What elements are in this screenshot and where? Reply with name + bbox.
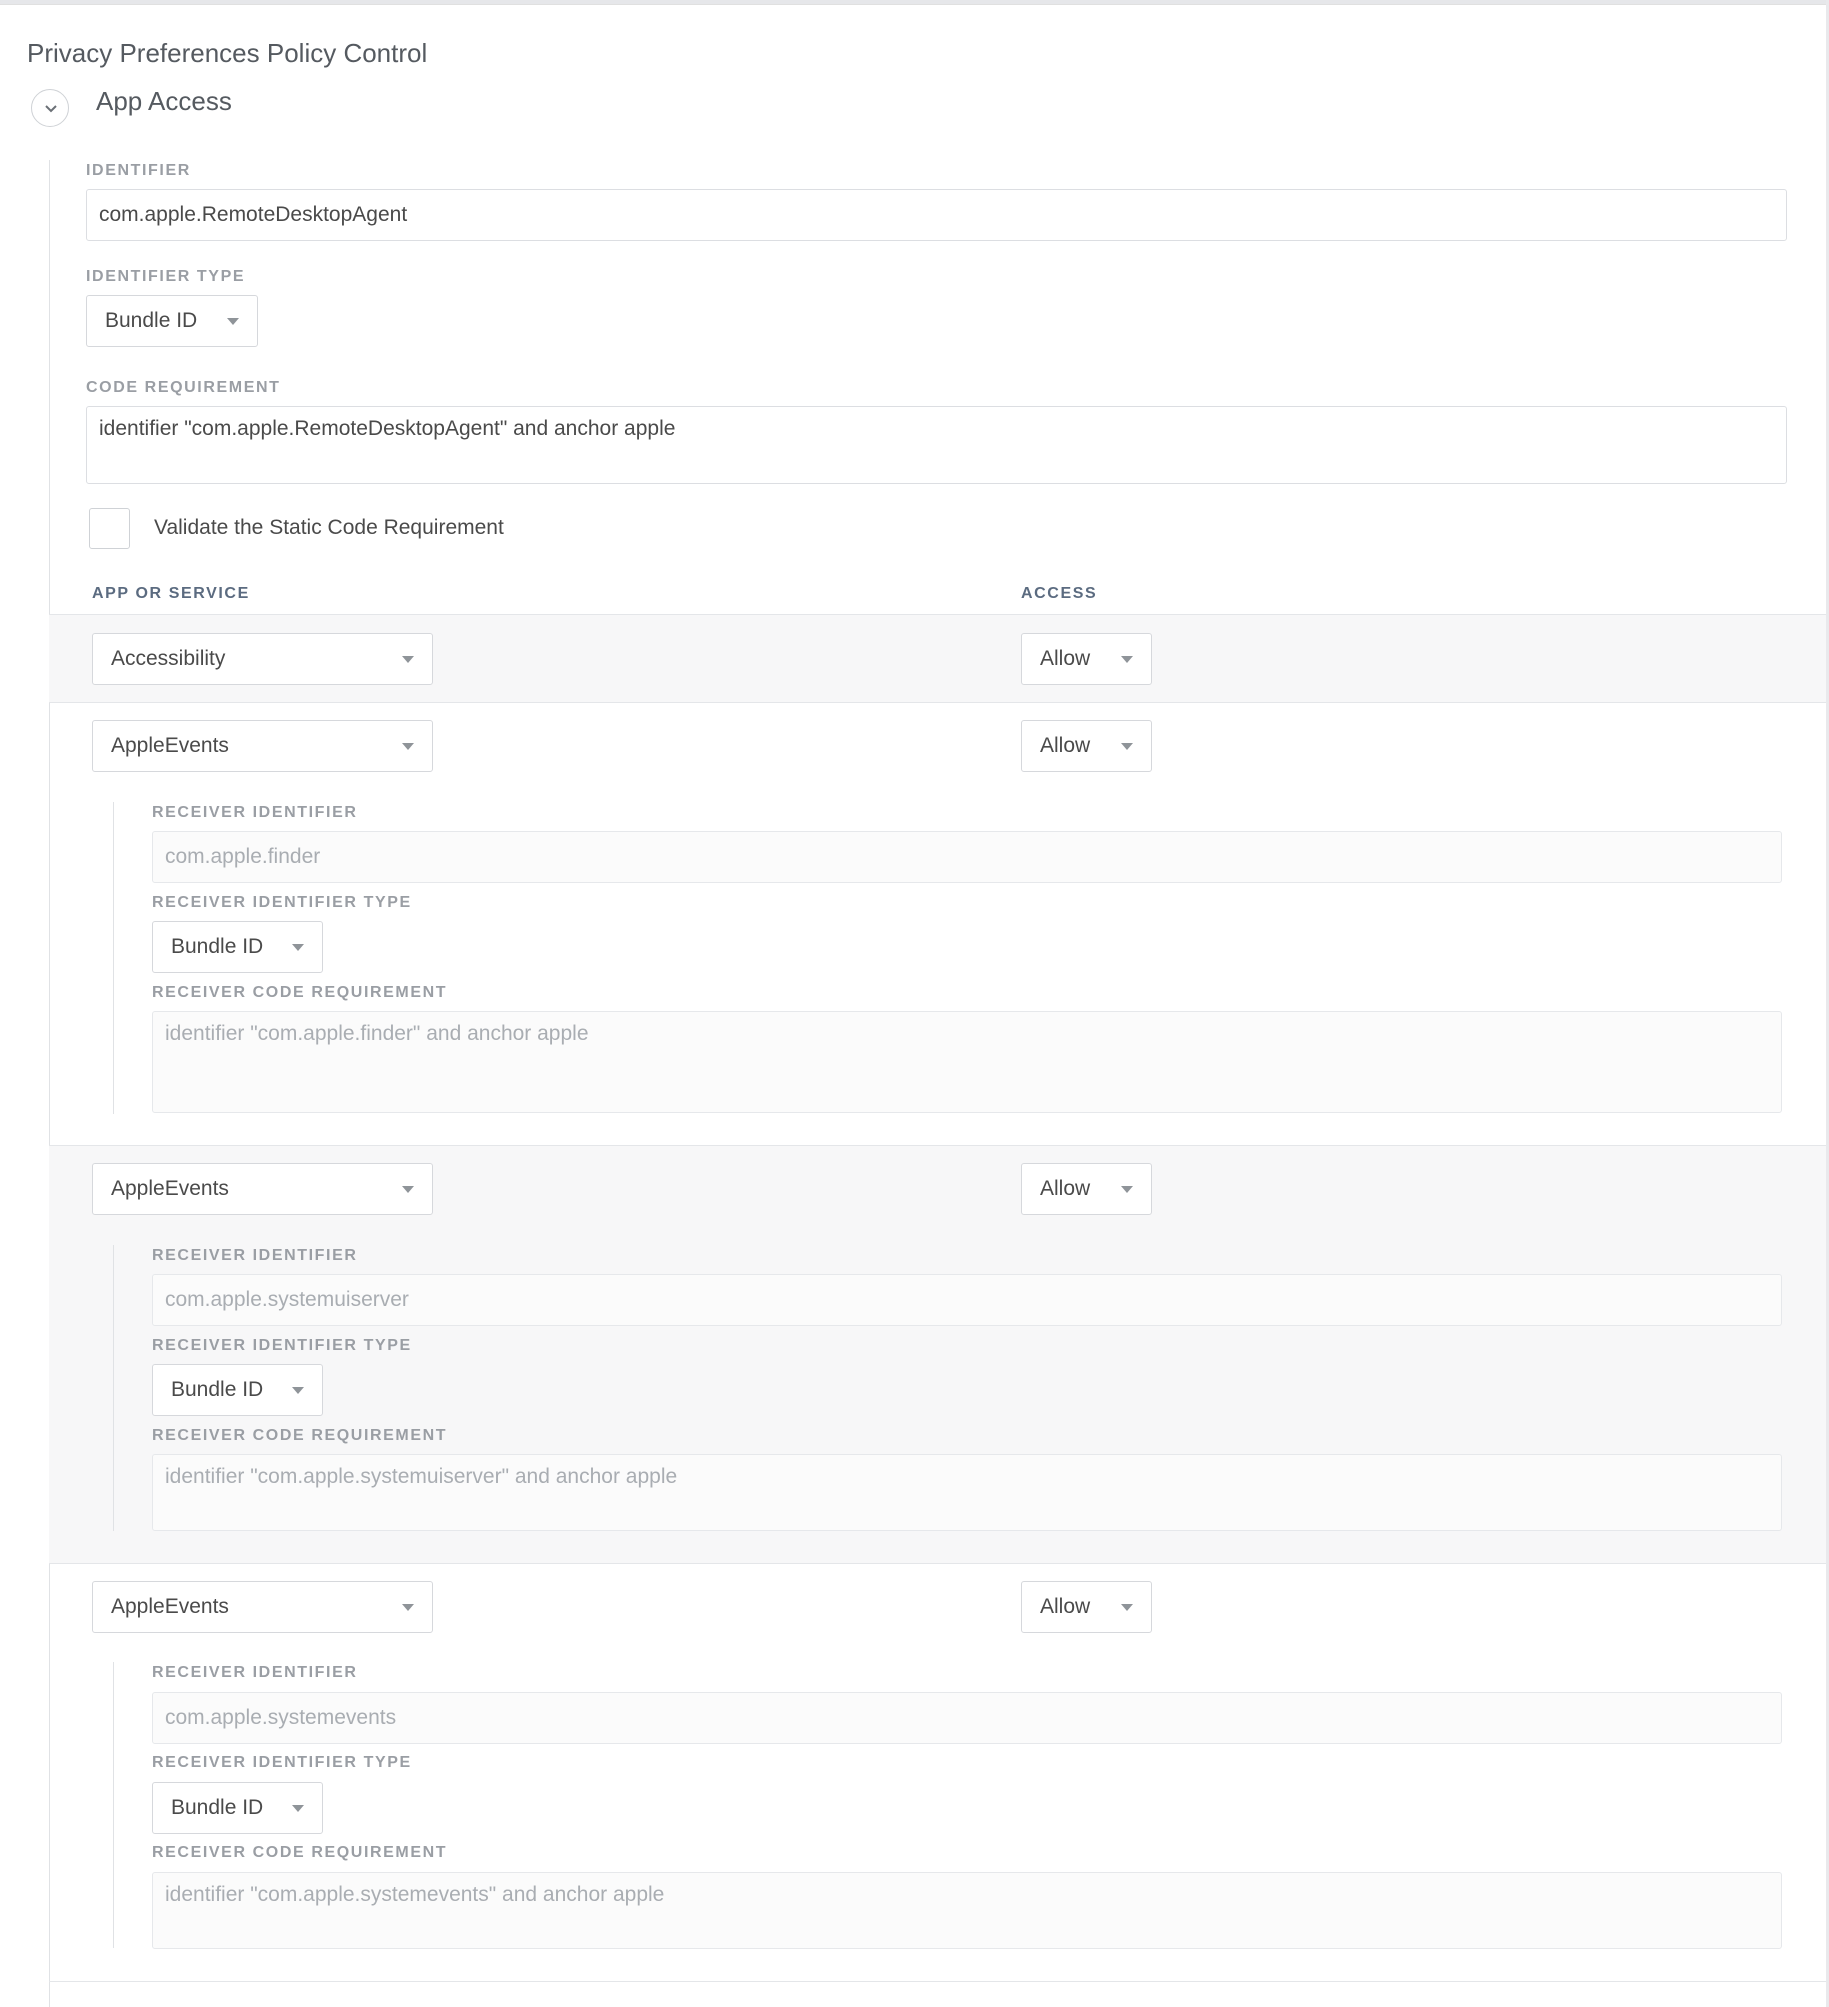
dropdown-caret-icon [402, 743, 414, 750]
receiver-identifier-input[interactable]: com.apple.systemevents [152, 1692, 1782, 1744]
receiver-code-requirement-label: RECEIVER CODE REQUIREMENT [152, 1427, 448, 1444]
dropdown-caret-icon [292, 1805, 304, 1812]
row-divider [49, 702, 1826, 703]
section-title: App Access [96, 86, 232, 116]
validate-static-code-checkbox[interactable] [89, 508, 130, 549]
access-select[interactable] [1021, 720, 1152, 772]
receiver-identifier-type-value: Bundle ID [171, 935, 264, 958]
access-select[interactable] [1021, 1581, 1152, 1633]
receiver-rail [113, 1245, 114, 1531]
dropdown-caret-icon [227, 318, 239, 325]
receiver-identifier-label: RECEIVER IDENTIFIER [152, 1247, 358, 1264]
dropdown-caret-icon [1121, 656, 1133, 663]
service-value: AppleEvents [111, 734, 229, 757]
service-value: AppleEvents [111, 1595, 229, 1618]
identifier-type-select[interactable] [86, 295, 258, 347]
dropdown-caret-icon [1121, 1604, 1133, 1611]
receiver-identifier-type-select[interactable] [152, 1364, 323, 1416]
identifier-input[interactable]: com.apple.RemoteDesktopAgent [86, 189, 1787, 241]
receiver-code-requirement-textarea[interactable]: identifier "com.apple.finder" and anchor apple [152, 1011, 1782, 1113]
receiver-code-requirement-textarea[interactable]: identifier "com.apple.systemuiserver" and anchor apple [152, 1454, 1782, 1531]
code-requirement-label: CODE REQUIREMENT [86, 379, 281, 396]
dropdown-caret-icon [402, 1186, 414, 1193]
dropdown-caret-icon [292, 1387, 304, 1394]
code-requirement-textarea[interactable]: identifier "com.apple.RemoteDesktopAgent" and anchor apple [86, 406, 1787, 484]
identifier-label: IDENTIFIER [86, 162, 191, 179]
receiver-identifier-type-label: RECEIVER IDENTIFIER TYPE [152, 894, 412, 911]
access-select[interactable] [1021, 633, 1152, 685]
receiver-code-requirement-textarea[interactable]: identifier "com.apple.systemevents" and anchor apple [152, 1872, 1782, 1949]
receiver-identifier-type-select[interactable] [152, 1782, 323, 1834]
dropdown-caret-icon [292, 944, 304, 951]
receiver-identifier-input[interactable]: com.apple.finder [152, 831, 1782, 883]
service-value: Accessibility [111, 647, 226, 670]
app-or-service-header: APP OR SERVICE [92, 585, 250, 602]
receiver-code-requirement-label: RECEIVER CODE REQUIREMENT [152, 984, 448, 1001]
top-bar [0, 0, 1829, 5]
service-value: AppleEvents [111, 1177, 229, 1200]
section-rail [49, 160, 50, 2007]
receiver-code-requirement-label: RECEIVER CODE REQUIREMENT [152, 1844, 448, 1861]
dropdown-caret-icon [402, 656, 414, 663]
row-divider [49, 614, 1826, 615]
chevron-down-icon [44, 104, 58, 114]
dropdown-caret-icon [1121, 1186, 1133, 1193]
access-select[interactable] [1021, 1163, 1152, 1215]
dropdown-caret-icon [1121, 743, 1133, 750]
receiver-rail [113, 802, 114, 1114]
validate-static-code-label: Validate the Static Code Requirement [154, 516, 504, 539]
page-title: Privacy Preferences Policy Control [27, 38, 428, 68]
receiver-identifier-type-value: Bundle ID [171, 1796, 264, 1819]
collapse-section-button[interactable] [31, 89, 69, 127]
service-select[interactable] [92, 633, 433, 685]
access-value: Allow [1040, 734, 1091, 757]
access-value: Allow [1040, 1595, 1091, 1618]
service-select[interactable] [92, 1163, 433, 1215]
access-value: Allow [1040, 647, 1091, 670]
identifier-type-label: IDENTIFIER TYPE [86, 268, 246, 285]
receiver-identifier-type-label: RECEIVER IDENTIFIER TYPE [152, 1337, 412, 1354]
receiver-rail [113, 1662, 114, 1948]
row-divider [49, 1981, 1826, 1982]
dropdown-caret-icon [402, 1604, 414, 1611]
receiver-identifier-label: RECEIVER IDENTIFIER [152, 804, 358, 821]
row-divider [49, 1563, 1826, 1564]
service-select[interactable] [92, 1581, 433, 1633]
access-header: ACCESS [1021, 585, 1098, 602]
receiver-identifier-label: RECEIVER IDENTIFIER [152, 1664, 358, 1681]
identifier-type-value: Bundle ID [105, 309, 198, 332]
receiver-identifier-type-label: RECEIVER IDENTIFIER TYPE [152, 1754, 412, 1771]
receiver-identifier-type-value: Bundle ID [171, 1378, 264, 1401]
access-value: Allow [1040, 1177, 1091, 1200]
service-select[interactable] [92, 720, 433, 772]
receiver-identifier-type-select[interactable] [152, 921, 323, 973]
receiver-identifier-input[interactable]: com.apple.systemuiserver [152, 1274, 1782, 1326]
